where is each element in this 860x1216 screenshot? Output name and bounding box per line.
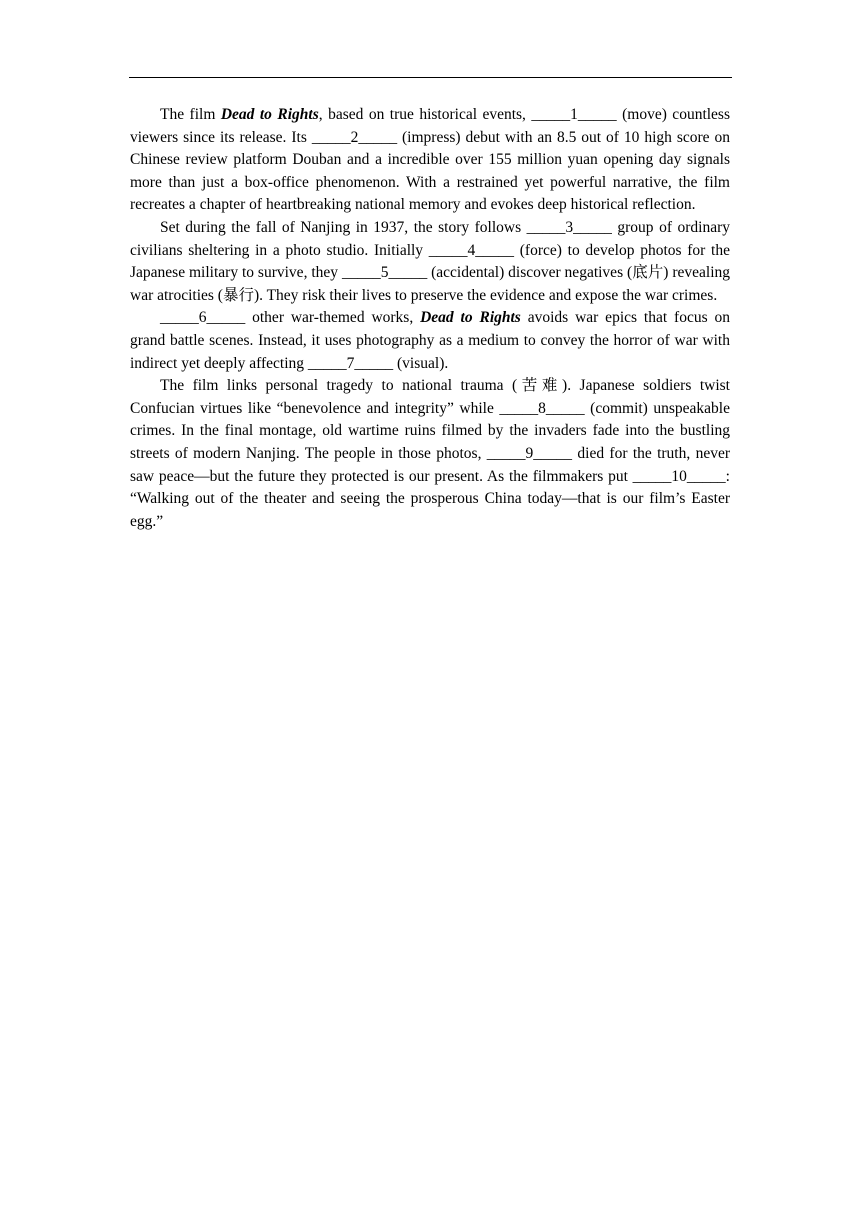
paragraph-1-text-2: , based on true historical events, _____1_____ (move) countless viewers since its release. Its _____2_____ (impress) debut with an 8.5 out of 10 high score on Chinese review platform Douban and a incredible over 155 million yuan opening day signals more than just a box-office phenomenon. With a restrained yet powerful narrative, the film recreates a chapter of heartbreaking national memory and evokes deep historical reflection. [130, 106, 730, 214]
paragraph-3-text-2: avoids war epics that focus on grand battle scenes. Instead, it uses photography as a medium to convey the horror of war with indirect yet deeply affecting _____7_____ (visual). [130, 309, 730, 372]
paragraph-2 [130, 217, 730, 307]
film-title: Dead to Rights [220, 106, 319, 123]
paragraph-3 [130, 307, 730, 375]
paragraph-4-text-1: The film links personal tragedy to national trauma (苦难). Japanese soldiers twist Confucian virtues like “benevolence and integrity” while _____8_____ (commit) unspeakable crimes. In the final montage, old wartime ruins filmed by the invaders fade into the bustling streets of modern Nanjing. The people in those photos, _____9_____ died for the truth, never saw peace—but the future they protected is our present. As the filmmakers put _____10_____: “Walking out of the theater and seeing the prosperous China today—that is our film’s Easter egg.” [130, 377, 730, 530]
film-title: Dead to Rights [420, 309, 521, 327]
paragraph-1-text-1: The film [160, 106, 221, 123]
paragraph-4 [130, 375, 730, 533]
passage [130, 104, 730, 533]
paragraph-2-text-1: Set during the fall of Nanjing in 1937, the story follows _____3_____ group of ordinary civilians sheltering in a photo studio. Initially _____4_____ (force) to develop photos for the Japanese military to survive, they _____5_____ (accidental) discover negatives (底片) revealing war atrocities (暴行). They risk their lives to preserve the evidence and expose the war crimes. [130, 218, 730, 304]
paragraph-3-text-1: _____6_____ other war-themed works, [160, 309, 421, 327]
header-rule [129, 77, 732, 78]
paragraph-1 [130, 104, 730, 217]
